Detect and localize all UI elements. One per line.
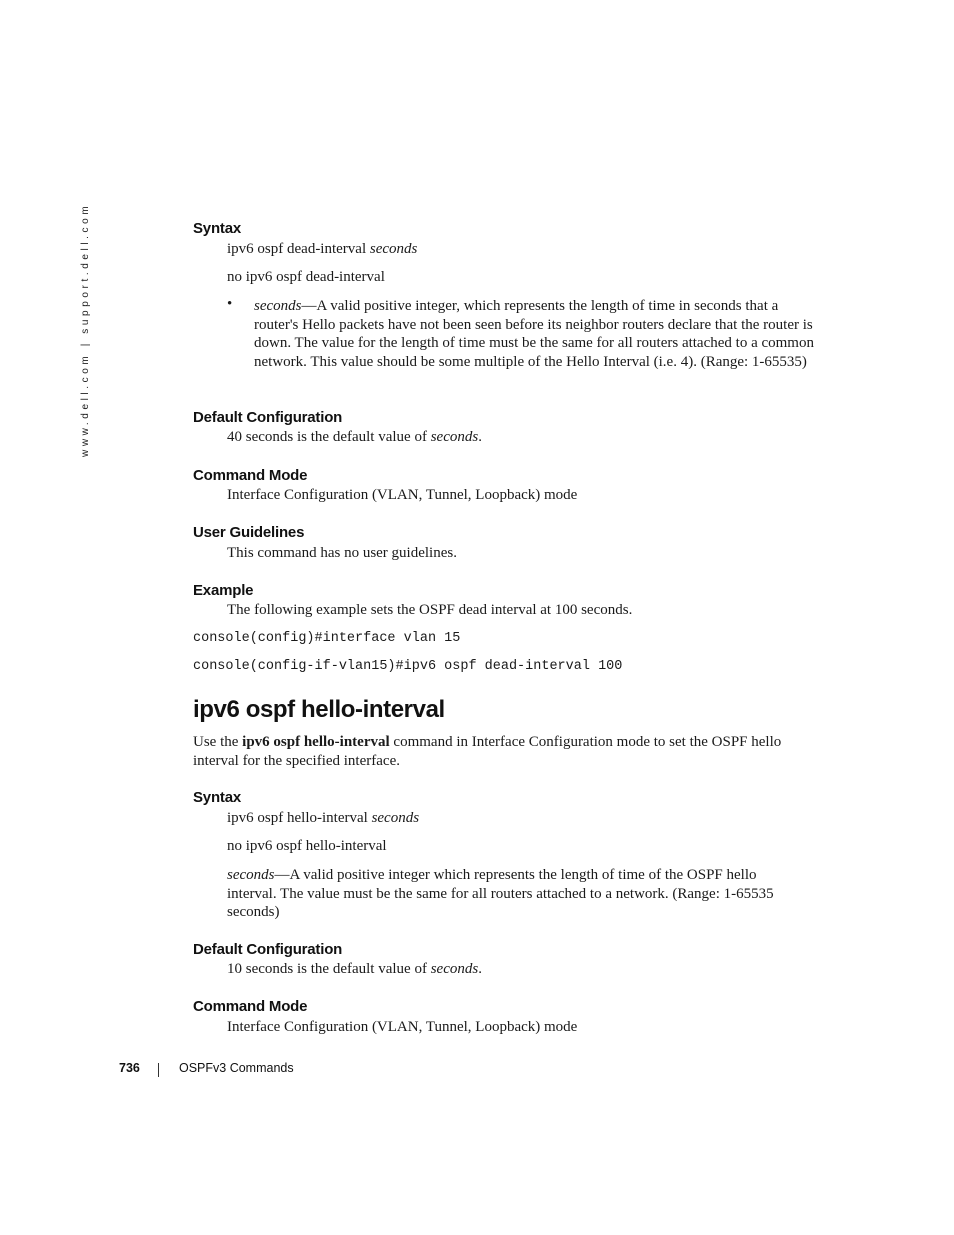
syntax-heading-2: Syntax	[193, 789, 241, 806]
intro-pre: Use the	[193, 734, 243, 750]
param-name: seconds	[254, 298, 302, 314]
code-line-1: console(config)#interface vlan 15	[193, 631, 461, 646]
syntax-arg: seconds	[369, 241, 418, 257]
sidebar-url: www.dell.com | support.dell.com	[80, 202, 91, 457]
param-description	[254, 297, 814, 371]
footer-chapter: OSPFv3 Commands	[179, 1061, 294, 1075]
bullet-marker: •	[227, 296, 233, 312]
syntax-no-command: no ipv6 ospf dead-interval	[227, 269, 385, 285]
default-end: .	[478, 429, 482, 445]
command-mode-heading-2: Command Mode	[193, 998, 308, 1015]
code-line-2: console(config-if-vlan15)#ipv6 ospf dead-interval 100	[193, 659, 623, 674]
section-intro	[193, 733, 813, 770]
default-config-heading-2: Default Configuration	[193, 941, 343, 958]
default-text: 40 seconds is the default value of	[227, 429, 431, 445]
param-name-2: seconds	[227, 867, 275, 883]
syntax-cmd-text-2: ipv6 ospf hello-interval	[227, 810, 368, 826]
default-arg: seconds	[430, 429, 479, 445]
default-text-2: 10 seconds is the default value of	[227, 961, 431, 977]
intro-post: command in Interface Configuration mode to set the OSPF hello interval for the specified interface.	[193, 734, 782, 769]
syntax-cmd-text: ipv6 ospf dead-interval	[227, 241, 367, 257]
intro-cmd: ipv6 ospf hello-interval	[242, 734, 390, 750]
user-guidelines-text: This command has no user guidelines.	[227, 545, 457, 561]
syntax-command	[227, 241, 417, 258]
example-text: The following example sets the OSPF dead interval at 100 seconds.	[227, 602, 633, 618]
user-guidelines-heading: User Guidelines	[193, 524, 305, 541]
syntax-heading: Syntax	[193, 220, 241, 237]
command-mode-text-2: Interface Configuration (VLAN, Tunnel, Loopback) mode	[227, 1019, 578, 1035]
footer-divider	[158, 1063, 159, 1077]
default-arg-2: seconds	[430, 961, 479, 977]
command-mode-heading: Command Mode	[193, 467, 308, 484]
default-end-2: .	[478, 961, 482, 977]
command-mode-text: Interface Configuration (VLAN, Tunnel, Loopback) mode	[227, 487, 578, 503]
page-number: 736	[119, 1061, 140, 1075]
param-text-2: A valid positive integer which represents the length of time of the OSPF hello interval. The value must be the same for all routers attached to a network. (Range: 1-65535 seconds)	[227, 867, 774, 920]
default-config-text-2	[227, 961, 482, 978]
param-description-2	[227, 866, 807, 922]
section-title: ipv6 ospf hello-interval	[193, 696, 445, 723]
syntax-no-command-2: no ipv6 ospf hello-interval	[227, 838, 387, 854]
param-dash: —	[301, 298, 317, 314]
param-text: A valid positive integer, which represents the length of time in seconds that a router's Hello packets have not been seen before its neighbor routers declare that the router is down. The value for the length of time must be the same for all routers attached to a common network. This value should be some multiple of the Hello Interval (i.e. 4). (Range: 1-65535)	[254, 298, 814, 370]
syntax-arg-2: seconds	[371, 810, 420, 826]
syntax-command-2	[227, 810, 419, 827]
default-config-text	[227, 429, 482, 446]
param-dash-2: —	[274, 867, 290, 883]
default-config-heading: Default Configuration	[193, 409, 343, 426]
example-heading: Example	[193, 582, 254, 599]
